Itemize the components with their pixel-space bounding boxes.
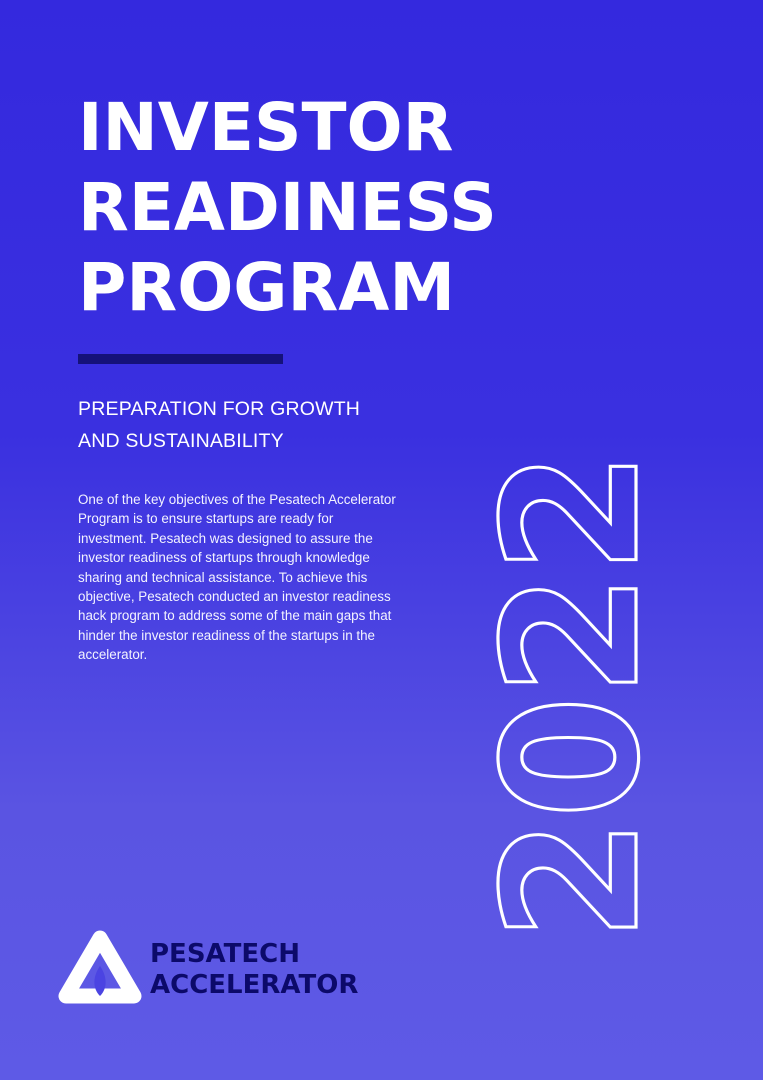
subtitle-line-1: PREPARATION FOR GROWTH: [78, 398, 361, 420]
title-line-3: PROGRAM: [78, 249, 456, 326]
brand-line-2: ACCELERATOR: [150, 970, 359, 1000]
pesatech-logo-icon: [60, 932, 140, 1010]
brand-name: [150, 939, 358, 1001]
title-line-1: INVESTOR: [78, 89, 454, 166]
page-title: [78, 88, 638, 328]
title-line-2: READINESS: [78, 169, 497, 246]
year-outline: [463, 423, 680, 943]
year-text: 2022: [463, 423, 680, 941]
subtitle-line-2: AND SUSTAINABILITY: [78, 430, 284, 452]
body-paragraph: One of the key objectives of the Pesatech Accelerator Program is to ensure startups are ready for investment. Pesatech was designed to assure the investor readiness of startups through knowledge sharing and technical assistance. To achieve this objective, Pesatech conducted an investor readiness hack program to address some of the main gaps that hinder the investor readiness of the startups in the accelerator.: [78, 492, 396, 663]
brand-line-1: PESATECH: [150, 939, 300, 969]
subtitle: [78, 393, 438, 457]
title-divider: [78, 354, 283, 364]
